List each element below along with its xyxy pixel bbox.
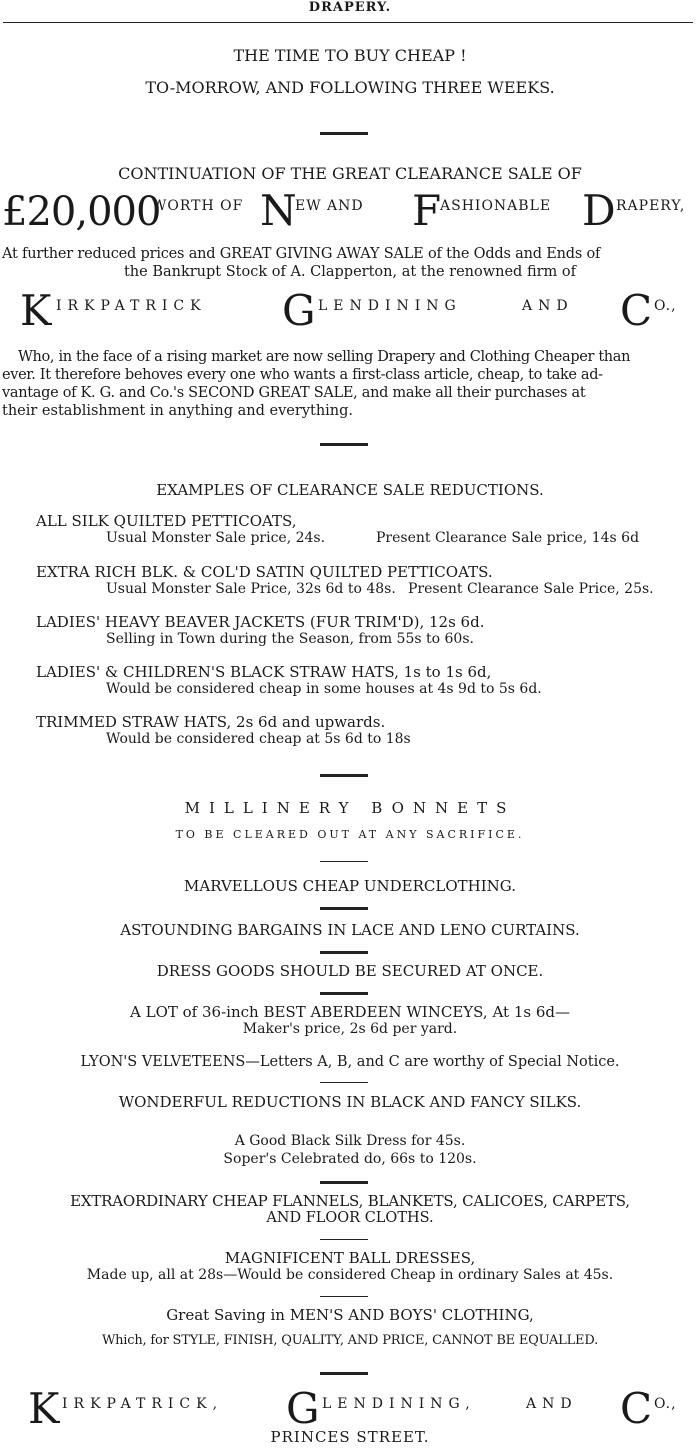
and-word: AND [522,298,574,314]
rapery: RAPERY, [616,198,686,214]
divider [320,774,368,777]
divider [320,1296,368,1297]
initial-f: F [412,186,442,235]
item-5-title: TRIMMED STRAW HATS, 2s 6d and upwards. [36,713,386,731]
irkpatrick: IRKPATRICK [56,298,207,314]
item-4-note: Would be considered cheap in some houses at 4s 9d to 5s 6d. [106,681,542,697]
curtains: ASTOUNDING BARGAINS IN LACE AND LENO CURTAINS. [120,921,580,939]
clothing-heading: Great Saving in MEN'S AND BOYS' CLOTHING, [166,1306,534,1324]
lendining: LENDINING, [322,1396,476,1412]
initial-n: N [260,186,297,235]
ball-dresses-note: Made up, all at 28s—Would be considered Cheap in ordinary Sales at 45s. [86,1267,614,1283]
ashionable: ASHIONABLE [440,198,552,214]
headline-2: TO-MORROW, AND FOLLOWING THREE WEEKS. [145,78,555,97]
top-rule [3,22,693,23]
winceys-line-2: Maker's price, 2s 6d per yard. [242,1021,458,1037]
underclothing: MARVELLOUS CHEAP UNDERCLOTHING. [184,877,516,895]
divider [320,861,368,862]
sale-amount: £20,000 [2,189,161,235]
initial-k: K [20,286,52,335]
flannels-line-1: EXTRAORDINARY CHEAP FLANNELS, BLANKETS, CALICOES, CARPETS, [70,1192,630,1210]
divider [320,1239,368,1240]
amount-line [2,186,698,236]
winceys-line-1: A LOT of 36-inch BEST ABERDEEN WINCEYS, At 1s 6d— [130,1003,570,1021]
reduced-prices-line-2: the Bankrupt Stock of A. Clapperton, at the renowned firm of [123,264,577,280]
divider [320,992,368,995]
and-word: AND [526,1396,578,1412]
divider [320,951,368,954]
divider [320,1082,368,1083]
millinery-heading: MILLINERY BONNETS [184,799,516,817]
item-5-note: Would be considered cheap at 5s 6d to 18s [106,731,411,747]
divider [320,1372,368,1375]
initial-d: D [582,186,616,235]
firm-name-top [20,286,690,336]
item-2-present: Present Clearance Sale Price, 25s. [408,581,654,597]
item-1-present: Present Clearance Sale price, 14s 6d [376,530,640,546]
initial-g: G [286,1384,320,1433]
lendining: LENDINING [318,298,462,314]
flannels-line-2: AND FLOOR CLOTHS. [266,1210,434,1226]
item-1-title: ALL SILK QUILTED PETTICOATS, [36,512,297,530]
initial-c: C [620,1384,653,1433]
velveteens: LYON'S VELVETEENS—Letters A, B, and C are worthy of Special Notice. [80,1054,620,1070]
paragraph-line-1: Who, in the face of a rising market are now selling Drapery and Clothing Cheaper than [18,349,631,365]
paragraph-line-3: vantage of K. G. and Co.'s SECOND GREAT SALE, and make all their purchases at [2,385,586,401]
millinery-sub: TO BE CLEARED OUT AT ANY SACRIFICE. [175,828,525,841]
item-4-title: LADIES' & CHILDREN'S BLACK STRAW HATS, 1s to 1s 6d, [36,663,492,681]
divider [320,1181,368,1184]
ew-and: EW AND [295,198,364,214]
initial-k: K [28,1384,60,1433]
examples-heading: EXAMPLES OF CLEARANCE SALE REDUCTIONS. [156,481,544,499]
section-heading: DRAPERY. [308,0,392,15]
worth-of: WORTH OF [152,198,244,214]
item-2-title: EXTRA RICH BLK. & COL'D SATIN QUILTED PETTICOATS. [36,563,493,581]
item-3-title: LADIES' HEAVY BEAVER JACKETS (FUR TRIM'D), 12s 6d. [36,613,485,631]
initial-c: C [620,286,653,335]
paragraph-line-4: their establishment in anything and everything. [2,403,354,419]
item-3-note: Selling in Town during the Season, from 55s to 60s. [106,631,474,647]
divider [320,907,368,910]
item-2-usual: Usual Monster Sale Price, 32s 6d to 48s. [106,581,396,597]
paragraph-line-2: ever. It therefore behoves every one who wants a first-class article, cheap, to take ad- [2,367,603,383]
silk-dress-2: Soper's Celebrated do, 66s to 120s. [223,1151,477,1167]
initial-g: G [282,286,316,335]
divider [320,132,368,135]
ball-dresses-heading: MAGNIFICENT BALL DRESSES, [224,1249,476,1267]
address: PRINCES STREET. [270,1428,430,1446]
continuation-line: CONTINUATION OF THE GREAT CLEARANCE SALE OF [118,164,582,183]
dress-goods: DRESS GOODS SHOULD BE SECURED AT ONCE. [156,962,544,980]
silk-dress-1: A Good Black Silk Dress for 45s. [234,1133,466,1149]
reduced-prices-line-1: At further reduced prices and GREAT GIVING AWAY SALE of the Odds and Ends of [2,246,601,262]
silks-heading: WONDERFUL REDUCTIONS IN BLACK AND FANCY SILKS. [118,1093,582,1111]
clothing-note: Which, for STYLE, FINISH, QUALITY, AND PRICE, CANNOT BE EQUALLED. [101,1333,599,1348]
company-abbr: O., [654,298,677,314]
divider [320,443,368,446]
headline-1: THE TIME TO BUY CHEAP ! [233,46,467,65]
firm-name-bottom [28,1384,693,1433]
item-1-usual: Usual Monster Sale price, 24s. [106,530,326,546]
company-abbr: O., [654,1396,677,1412]
irkpatrick: IRKPATRICK, [62,1396,224,1412]
